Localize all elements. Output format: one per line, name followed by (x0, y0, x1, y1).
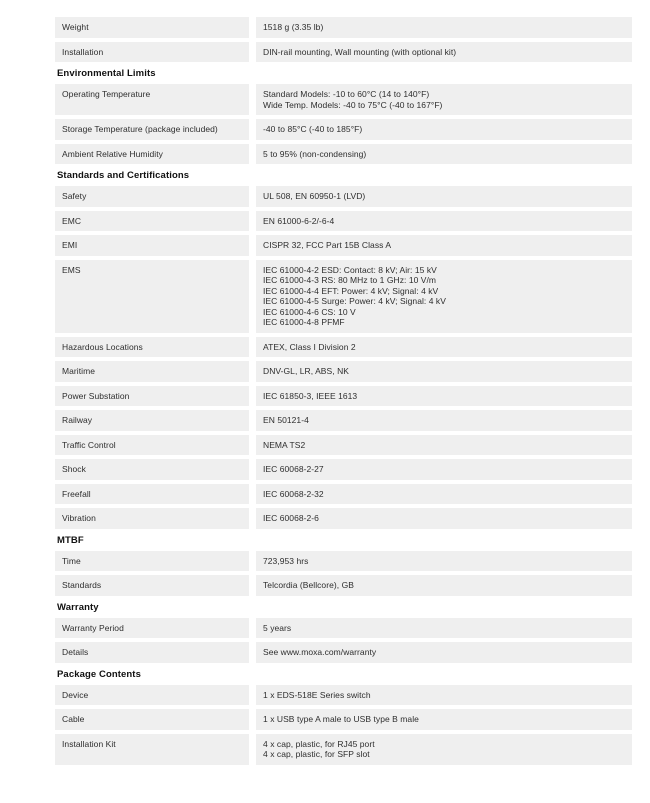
spec-value-line: 4 x cap, plastic, for SFP slot (263, 749, 370, 759)
spec-value-line: Wide Temp. Models: -40 to 75°C (-40 to 167°F) (263, 99, 443, 110)
spec-label: Safety (55, 186, 249, 207)
spec-value-line: ATEX, Class I Division 2 (263, 341, 356, 352)
spec-label: Railway (55, 410, 249, 431)
section-header: Standards and Certifications (57, 170, 190, 181)
spec-label: Hazardous Locations (55, 337, 249, 358)
spec-value (256, 551, 632, 572)
spec-value (256, 235, 632, 256)
spec-value-line: IEC 61000-4-6 CS: 10 V (263, 306, 356, 317)
spec-row (55, 260, 632, 333)
spec-value (256, 17, 632, 38)
spec-table (55, 17, 632, 769)
spec-label: Vibration (55, 508, 249, 529)
spec-value (256, 84, 632, 115)
spec-value-line: NEMA TS2 (263, 439, 306, 450)
spec-value-line: -40 to 85°C (-40 to 185°F) (263, 124, 363, 134)
spec-value (256, 337, 632, 358)
spec-value (256, 685, 632, 706)
spec-row (55, 337, 632, 358)
spec-value (256, 144, 632, 165)
spec-value-line: 723,953 hrs (263, 555, 309, 566)
spec-value (256, 435, 632, 456)
spec-value-line: 1518 g (3.35 lb) (263, 22, 324, 32)
spec-row (55, 386, 632, 407)
spec-label: Traffic Control (55, 435, 249, 456)
spec-label: Freefall (55, 484, 249, 505)
spec-value-line: DIN-rail mounting, Wall mounting (with optional kit) (263, 46, 457, 57)
spec-row (55, 211, 632, 232)
spec-label: EMS (55, 260, 249, 333)
spec-row (55, 551, 632, 572)
spec-label: Weight (55, 17, 249, 38)
spec-value (256, 42, 632, 63)
spec-value-line: Standard Models: -10 to 60°C (14 to 140°F) (263, 89, 430, 99)
spec-label: Operating Temperature (55, 84, 249, 115)
spec-value (256, 709, 632, 730)
spec-label: Shock (55, 459, 249, 480)
spec-value (256, 508, 632, 529)
spec-value (256, 186, 632, 207)
spec-row (55, 685, 632, 706)
spec-row (55, 42, 632, 63)
spec-value (256, 575, 632, 596)
spec-value (256, 260, 632, 333)
spec-label: Installation Kit (55, 734, 249, 765)
spec-row (55, 435, 632, 456)
spec-value-line: IEC 60068-2-32 (263, 488, 324, 499)
spec-value-line: Telcordia (Bellcore), GB (263, 580, 354, 590)
spec-row (55, 235, 632, 256)
spec-row (55, 84, 632, 115)
spec-row (55, 508, 632, 529)
spec-label: Time (55, 551, 249, 572)
spec-value (256, 484, 632, 505)
spec-row (55, 642, 632, 663)
spec-value (256, 386, 632, 407)
spec-label: Storage Temperature (package included) (55, 119, 249, 140)
spec-row (55, 186, 632, 207)
spec-value-line: See www.moxa.com/warranty (263, 647, 377, 657)
spec-value-line: IEC 61000-4-8 PFMF (263, 317, 345, 327)
spec-label: Cable (55, 709, 249, 730)
section-header: Package Contents (57, 668, 141, 680)
spec-value-line: IEC 61000-4-3 RS: 80 MHz to 1 GHz: 10 V/m (263, 275, 437, 285)
section-header: MTBF (57, 534, 84, 546)
spec-label: Device (55, 685, 249, 706)
spec-row (55, 459, 632, 480)
spec-value-line: IEC 61000-4-2 ESD: Contact: 8 kV; Air: 15 kV (263, 264, 437, 275)
spec-label: Ambient Relative Humidity (55, 144, 249, 165)
spec-row (55, 144, 632, 165)
spec-value-line: CISPR 32, FCC Part 15B Class A (263, 240, 392, 250)
spec-value-line: 5 years (263, 622, 292, 633)
section-header: Warranty (57, 601, 99, 613)
spec-label: Warranty Period (55, 618, 249, 639)
spec-value (256, 211, 632, 232)
spec-value-line: 4 x cap, plastic, for RJ45 port (263, 738, 375, 749)
spec-value (256, 410, 632, 431)
spec-label: Details (55, 642, 249, 663)
spec-value-line: EN 61000-6-2/-6-4 (263, 215, 335, 226)
spec-value (256, 642, 632, 663)
spec-value-line: 5 to 95% (non-condensing) (263, 148, 367, 159)
spec-label: Maritime (55, 361, 249, 382)
spec-row (55, 361, 632, 382)
spec-row (55, 709, 632, 730)
spec-value-line: IEC 60068-2-6 (263, 513, 319, 523)
spec-label: Standards (55, 575, 249, 596)
section-header: Environmental Limits (57, 68, 156, 79)
spec-row (55, 17, 632, 38)
spec-value-line: UL 508, EN 60950-1 (LVD) (263, 191, 366, 201)
spec-label: Power Substation (55, 386, 249, 407)
spec-row (55, 618, 632, 639)
spec-value-line: EN 50121-4 (263, 415, 309, 425)
spec-value-line: IEC 60068-2-27 (263, 464, 324, 474)
spec-value (256, 361, 632, 382)
spec-row (55, 119, 632, 140)
spec-label: EMC (55, 211, 249, 232)
spec-label: Installation (55, 42, 249, 63)
spec-value (256, 618, 632, 639)
spec-value-line: IEC 61000-4-5 Surge: Power: 4 kV; Signal: 4 kV (263, 296, 446, 306)
spec-value-line: 1 x EDS-518E Series switch (263, 689, 371, 700)
spec-row (55, 410, 632, 431)
spec-value (256, 734, 632, 765)
spec-value-line: IEC 61850-3, IEEE 1613 (263, 390, 358, 401)
spec-value-line: DNV-GL, LR, ABS, NK (263, 366, 349, 376)
spec-value (256, 119, 632, 140)
spec-row (55, 484, 632, 505)
spec-value (256, 459, 632, 480)
spec-row (55, 734, 632, 765)
spec-value-line: IEC 61000-4-4 EFT: Power: 4 kV; Signal: 4 kV (263, 285, 439, 296)
spec-row (55, 575, 632, 596)
spec-value-line: 1 x USB type A male to USB type B male (263, 714, 419, 724)
spec-label: EMI (55, 235, 249, 256)
